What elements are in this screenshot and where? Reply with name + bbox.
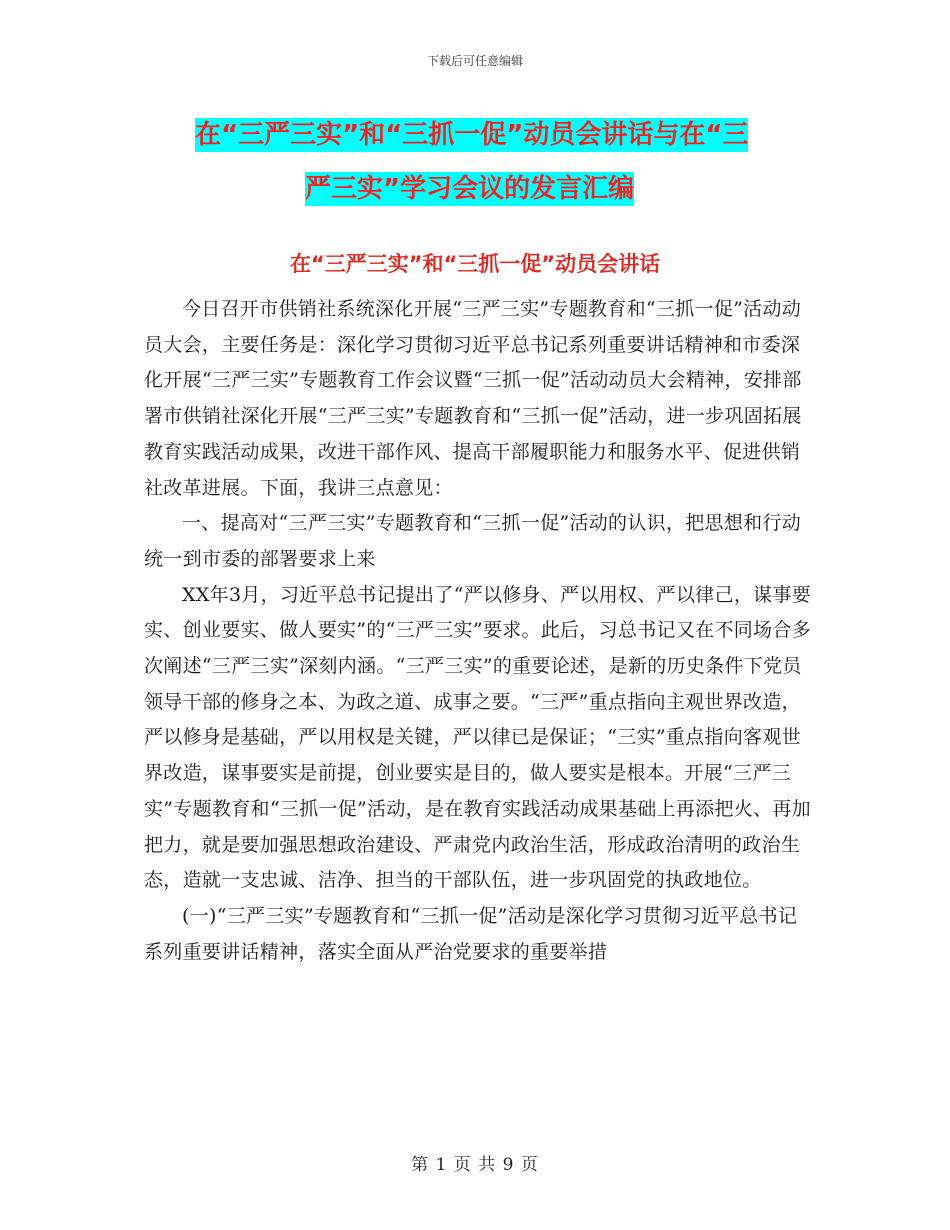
section-title: 在“三严三实”和“三抓一促”动员会讲话	[289, 252, 661, 276]
title-line-1: 在“三严三实”和“三抓一促”动员会讲话与在“三	[195, 120, 749, 150]
paragraph: 一、提高对“三严三实”专题教育和“三抓一促”活动的认识，把思想和行动统一到市委的部署要求上来	[144, 512, 802, 570]
page-footer: 第 1 页 共 9 页	[411, 1155, 539, 1175]
paragraph: XX年3月，习近平总书记提出了“严以修身、严以用权、严以律己，谋事要实、创业要实、做人要实”的“三严三实”要求。此后，习总书记又在不同场合多次阐述“三严三实”深刻内涵。“三严三实”的重要论述，是新的历史条件下党员领导干部的修身之本、为政之道、成事之要。“三严”重点指向主观世界改造，严以修身是基础，严以用权是关键，严以律已是保证；“三实”重点指向客观世界改造，谋事要实是前提，创业要实是目的，做人要实是根本。开展“三严三实”专题教育和“三抓一促”活动，是在教育实践活动成果基础上再添把火、再加把力，就是要加强思想政治建设、严肃党内政治生活，形成政治清明的政治生态，造就一支忠诚、洁净、担当的干部队伍，进一步巩固党的执政地位。	[144, 583, 812, 892]
body-text	[144, 292, 816, 970]
title-line-2: 严三实”学习会议的发言汇编	[305, 174, 635, 204]
paragraph: 今日召开市供销社系统深化开展“三严三实”专题教育和“三抓一促”活动动员大会，主要任务是：深化学习贯彻习近平总书记系列重要讲话精神和市委深化开展“三严三实”专题教育工作会议暨“三抓一促”活动动员大会精神，安排部署市供销社深化开展“三严三实”专题教育和“三抓一促”活动，进一步巩固拓展教育实践活动成果，改进干部作风、提高干部履职能力和服务水平、促进供销社改革进展。下面，我讲三点意见：	[144, 298, 802, 499]
document-title	[195, 108, 815, 216]
paragraph: (一)“三严三实”专题教育和“三抓一促”活动是深化学习贯彻习近平总书记系列重要讲话精神，落实全面从严治党要求的重要举措	[144, 904, 798, 963]
header-note: 下载后可任意编辑	[426, 54, 523, 68]
